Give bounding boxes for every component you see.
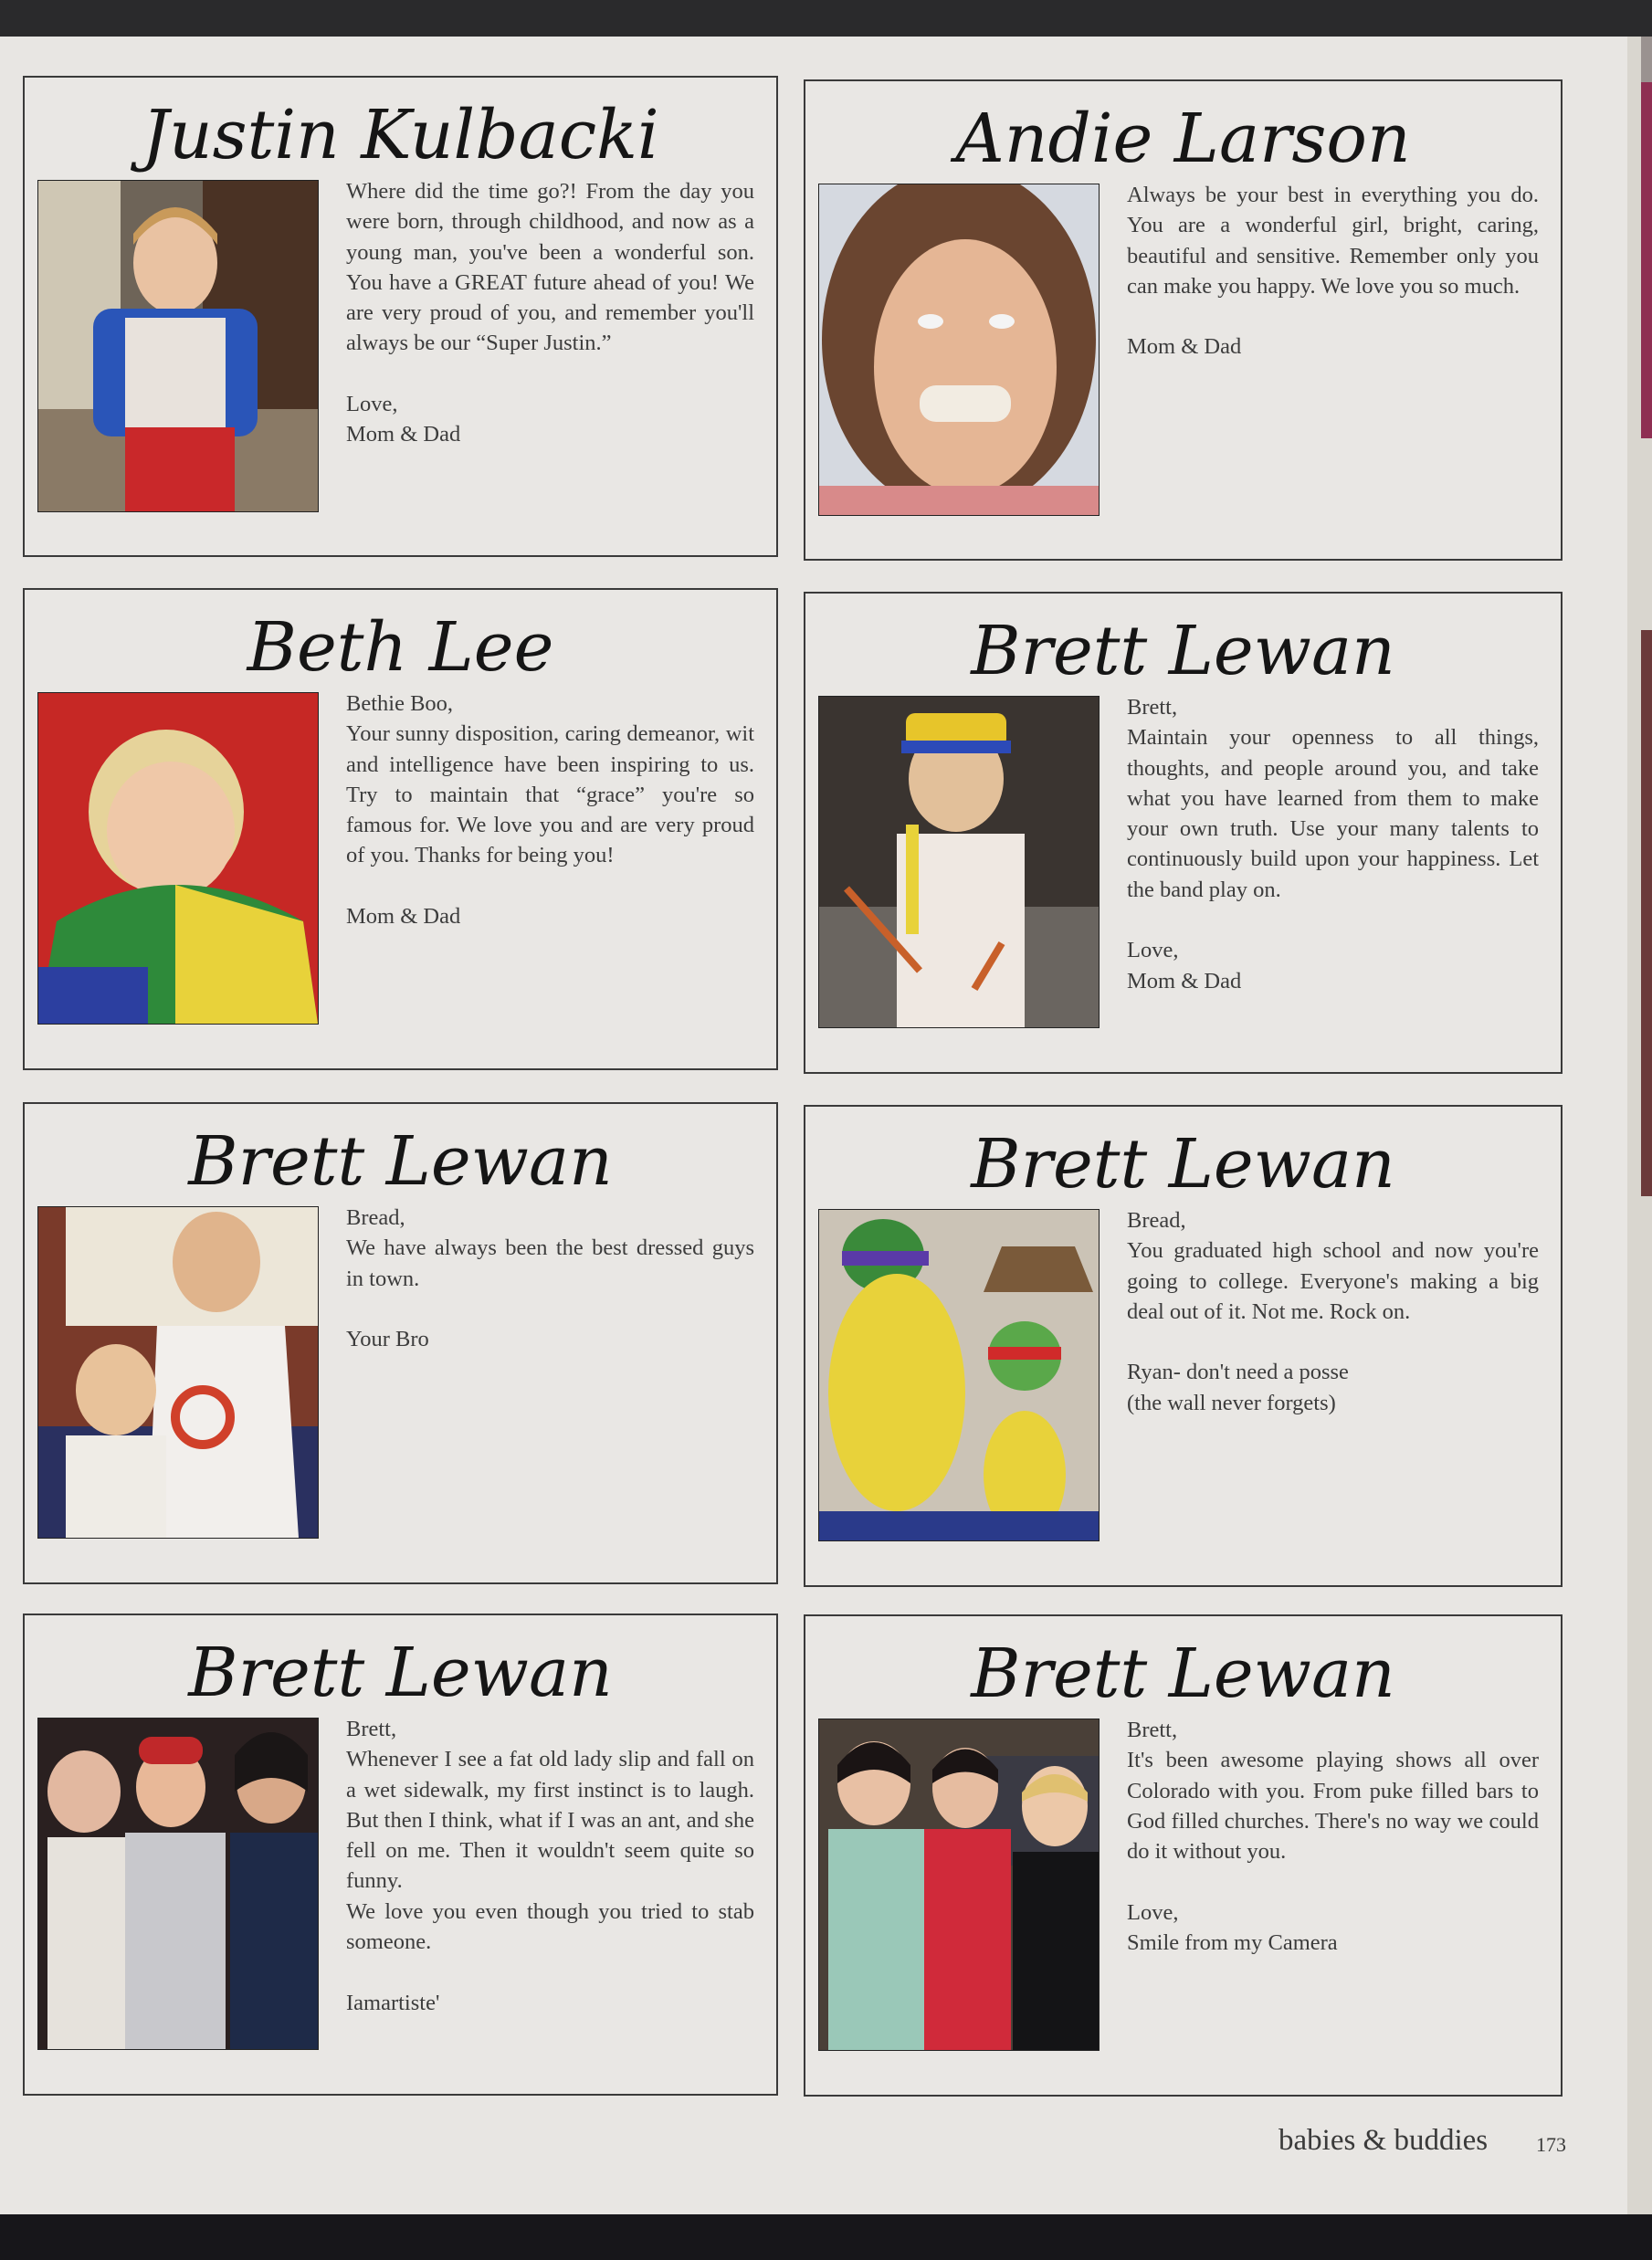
edge-tab-mark: [1641, 37, 1652, 82]
tribute-card: [23, 76, 778, 557]
tribute-card: [804, 1614, 1563, 2097]
tribute-photo: [818, 1719, 1100, 2051]
tribute-message: Always be your best in everything you do. You are a wonderful girl, bright, caring, beautiful and sensitive. Remember only you can make you happy. We love you so much. Mom & Dad: [1127, 183, 1539, 360]
tribute-photo: [818, 696, 1100, 1028]
page-number: 173: [1536, 2133, 1566, 2156]
tribute-name: Brett Lewan: [188, 1122, 613, 1201]
tribute-photo: [37, 1206, 319, 1539]
tribute-name: Justin Kulbacki: [142, 96, 659, 174]
tribute-photo: [37, 1718, 319, 2050]
tribute-message: Bread, We have always been the best dressed guys in town. Your Bro: [346, 1205, 754, 1352]
tribute-photo: [818, 1209, 1100, 1541]
tribute-photo: [37, 692, 319, 1025]
tribute-name: Brett Lewan: [971, 1635, 1395, 1713]
tribute-name: Brett Lewan: [188, 1634, 613, 1712]
tribute-photo: [818, 184, 1100, 516]
tribute-name: Beth Lee: [247, 608, 554, 687]
tribute-name: Brett Lewan: [971, 1125, 1395, 1204]
tribute-card: [23, 1102, 778, 1584]
tribute-message: Brett, Whenever I see a fat old lady slip and fall on a wet sidewalk, my first instinct is to laugh. But then I think, what if I was an ant, and she fell on me. Then it wouldn't seem quite so funny. We love you even though you tried to stab someone. Iamartiste': [346, 1717, 754, 2015]
tribute-card: [23, 1614, 778, 2096]
tribute-name: Brett Lewan: [971, 612, 1395, 690]
tribute-message: Brett, Maintain your openness to all things, thoughts, and people around you, and take what you have learned from them to make your own truth. Use your many talents to continuously build upon your happiness. Let the band play on. Love, Mom & Dad: [1127, 695, 1539, 993]
edge-tab-mark: [1641, 630, 1652, 1196]
tribute-card: [804, 592, 1563, 1074]
scan-top-edge: [0, 0, 1652, 37]
tribute-photo: [37, 180, 319, 512]
tribute-name: Andie Larson: [955, 100, 1411, 178]
edge-tab-mark: [1641, 82, 1652, 438]
tribute-message: Where did the time go?! From the day you were born, through childhood, and now as a young man, you've been a wonderful son. You have a GREAT future ahead of you! We are very proud of you, and remember you'll always be our “Super Justin.” Love, Mom & Dad: [346, 179, 754, 447]
tribute-card: [804, 79, 1563, 561]
tribute-message: Bethie Boo, Your sunny disposition, caring demeanor, wit and intelligence have been inspiring to us. Try to maintain that “grace” you're so famous for. We love you and are very proud of you. Thanks for being you! Mom & Dad: [346, 691, 754, 930]
section-label: babies & buddies: [1278, 2124, 1489, 2157]
scan-bottom-edge: [0, 2214, 1652, 2260]
tribute-message: Bread, You graduated high school and now you're going to college. Everyone's making a big deal out of it. Not me. Rock on. Ryan- don't need a posse (the wall never forgets): [1127, 1208, 1539, 1415]
tribute-message: Brett, It's been awesome playing shows all over Colorado with you. From puke filled bars to God filled churches. There's no way we could do it without you. Love, Smile from my Camera: [1127, 1718, 1539, 1956]
tribute-card: [804, 1105, 1563, 1587]
tribute-card: [23, 588, 778, 1070]
